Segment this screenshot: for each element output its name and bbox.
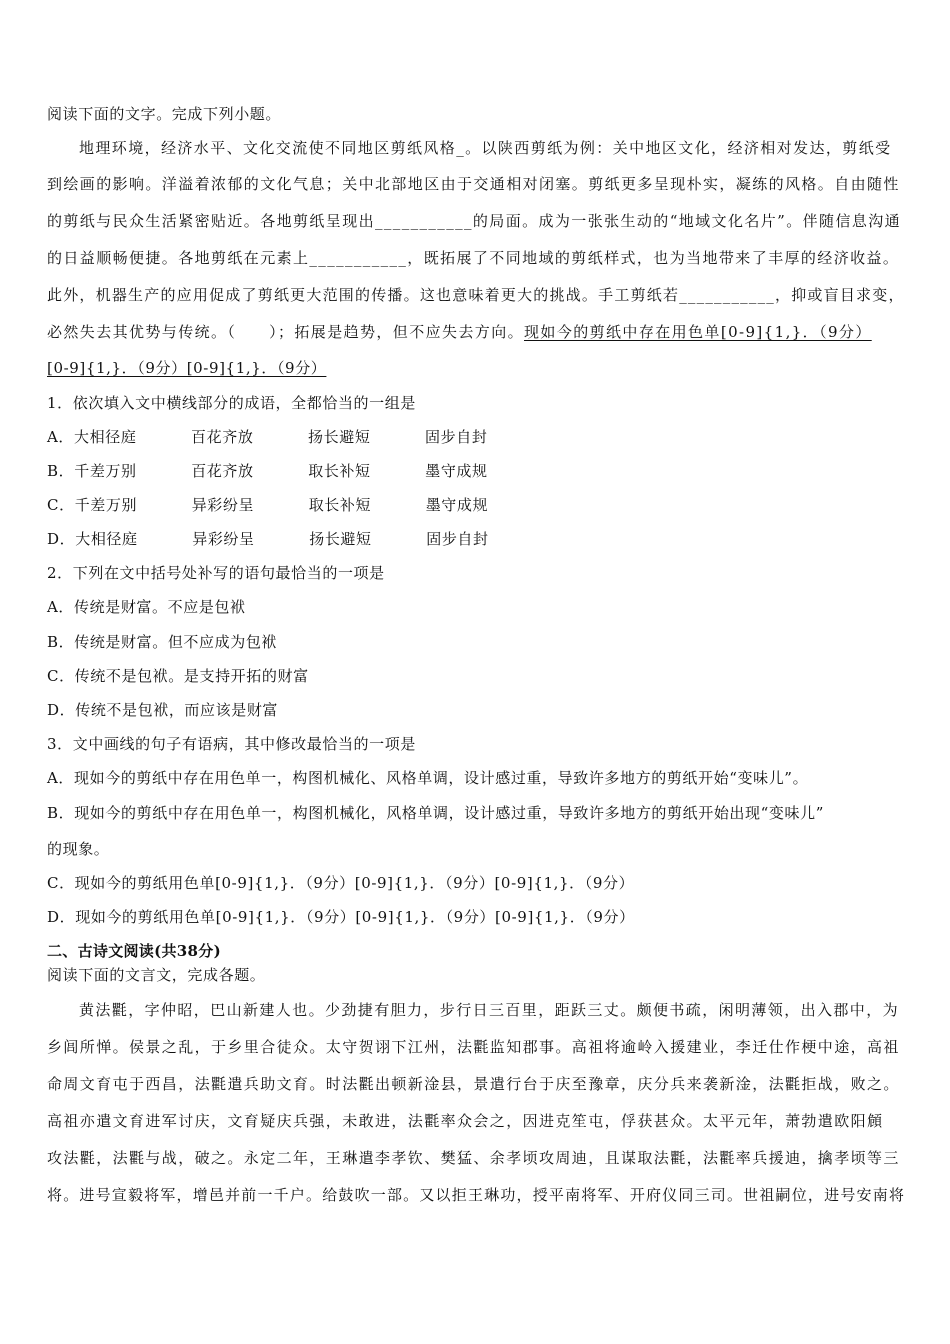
passage-line-underlined [47,358,326,378]
q1-option-a [47,427,487,447]
question-1-stem: 1．依次填入文中横线部分的成语，全都恰当的一组是 [47,394,416,412]
option-word: 异彩纷呈 [191,496,255,514]
option-word: 固步自封 [426,530,489,548]
option-word: 取长补短 [308,462,371,480]
option-word: 异彩纷呈 [192,530,255,548]
q2-option-d: D．传统不是包袱，而应该是财富 [47,701,279,719]
passage-line: 的剪纸与民众生活紧密贴近。各地剪纸呈现出___________的局面。成为一张张生动的“地域文化名片”。伴随信息沟通 [47,212,902,230]
passage-line: 到绘画的影响。洋溢着浓郁的文化气息；关中北部地区由于交通相对闭塞。剪纸更多呈现朴实，凝练的风格。自由随性 [47,175,900,193]
option-word: 百花齐放 [191,428,254,446]
option-word: 千差万别 [74,462,137,480]
option-letter: C． [47,496,75,514]
option-word: 墨守成规 [425,462,488,480]
reading-instruction: 阅读下面的文字。完成下列小题。 [47,105,282,123]
passage-line: 地理环境，经济水平、文化交流使不同地区剪纸风格_。以陕西剪纸为例：关中地区文化，经济相对发达，剪纸受 [79,139,892,157]
q3-option-a: A．现如今的剪纸中存在用色单一，构图机械化、风格单调，设计感过重，导致许多地方的剪纸开始“变味儿”。 [47,769,809,787]
q1-option-c [47,495,488,515]
question-2-stem: 2．下列在文中括号处补写的语句最恰当的一项是 [47,564,385,582]
underlined-sentence: 现如今的剪纸中存在用色单[0-9]{1,}．（9分） [524,323,872,341]
option-letter: B． [47,462,75,480]
option-word: 扬长避短 [308,428,371,446]
q1-option-b [47,461,488,481]
q1-option-d [47,529,489,549]
classical-text-line: 攻法氍，法氍与战，破之。永定二年，王琳遣李孝钦、樊猛、余孝顷攻周迪，且谋取法氍，法氍率兵援迪，擒孝顷等三 [47,1149,900,1167]
classical-text-line: 命周文育屯于西昌，法氍遣兵助文育。时法氍出顿新淦县，景遣行台于庆至豫章，庆分兵来袭新淦，法氍拒战，败之。 [47,1075,900,1093]
option-word: 百花齐放 [191,462,254,480]
classical-text-line: 将。进号宣毅将军，增邑并前一千户。给鼓吹一部。又以拒王琳功，授平南将军、开府仪同三司。世祖嗣位，进号安南将 [47,1186,906,1204]
option-word: 千差万别 [74,496,138,514]
option-word: 取长补短 [308,496,372,514]
passage-text: 必然失去其优势与传统。（ ）；拓展是趋势，但不应失去方向。 [47,323,525,341]
q2-option-b: B．传统是财富。但不应成为包袱 [47,633,278,651]
option-word: 大相径庭 [74,428,137,446]
q3-option-b-continued: 的现象。 [47,840,110,858]
underlined-sentence: [0-9]{1,}．（9分）[0-9]{1,}．（9分） [47,359,327,377]
q2-option-c: C．传统不是包袱。是支持开拓的财富 [47,667,309,685]
option-word: 墨守成规 [425,496,489,514]
passage-line: 此外，机器生产的应用促成了剪纸更大范围的传播。这也意味着更大的挑战。手工剪纸若___________，抑或盲目求变， [47,286,905,304]
q3-option-c: C．现如今的剪纸用色单[0-9]{1,}．（9分）[0-9]{1,}．（9分）[0-9]{1,}．（9分） [47,874,635,892]
option-letter: D． [47,530,76,548]
option-word: 扬长避短 [309,530,372,548]
classical-text-line: 乡闾所惮。侯景之乱，于乡里合徒众。太守贺诩下江州，法氍监知郡事。高祖将逾岭入援建业，李迁仕作梗中途，高祖 [47,1038,900,1056]
section-instruction: 阅读下面的文言文，完成各题。 [47,966,266,984]
q2-option-a: A．传统是财富。不应是包袱 [47,598,246,616]
q3-option-d: D．现如今的剪纸用色单[0-9]{1,}．（9分）[0-9]{1,}．（9分）[0-9]{1,}．（9分） [47,908,635,926]
option-word: 固步自封 [425,428,488,446]
passage-line: 的日益顺畅便捷。各地剪纸在元素上___________，既拓展了不同地域的剪纸样式，也为当地带来了丰厚的经济收益。 [47,249,900,267]
question-3-stem: 3．文中画线的句子有语病，其中修改最恰当的一项是 [47,735,416,753]
option-word: 大相径庭 [75,530,138,548]
passage-line-with-underline [47,322,872,342]
option-letter: A． [47,428,75,446]
q3-option-b: B．现如今的剪纸中存在用色单一，构图机械化，风格单调，设计感过重，导致许多地方的剪纸开始出现“变味儿” [47,804,824,822]
classical-text-line: 黄法氍，字仲昭，巴山新建人也。少劲捷有胆力，步行日三百里，距跃三丈。颇便书疏，闲明薄领，出入郡中，为 [79,1001,900,1019]
classical-text-line: 高祖亦遣文育进军讨庆，文育疑庆兵强，未敢进，法氍率众会之，因进克笙屯，俘获甚众。太平元年，萧勃遣欧阳頠 [47,1112,884,1130]
section-heading: 二、古诗文阅读(共38分) [47,942,221,960]
